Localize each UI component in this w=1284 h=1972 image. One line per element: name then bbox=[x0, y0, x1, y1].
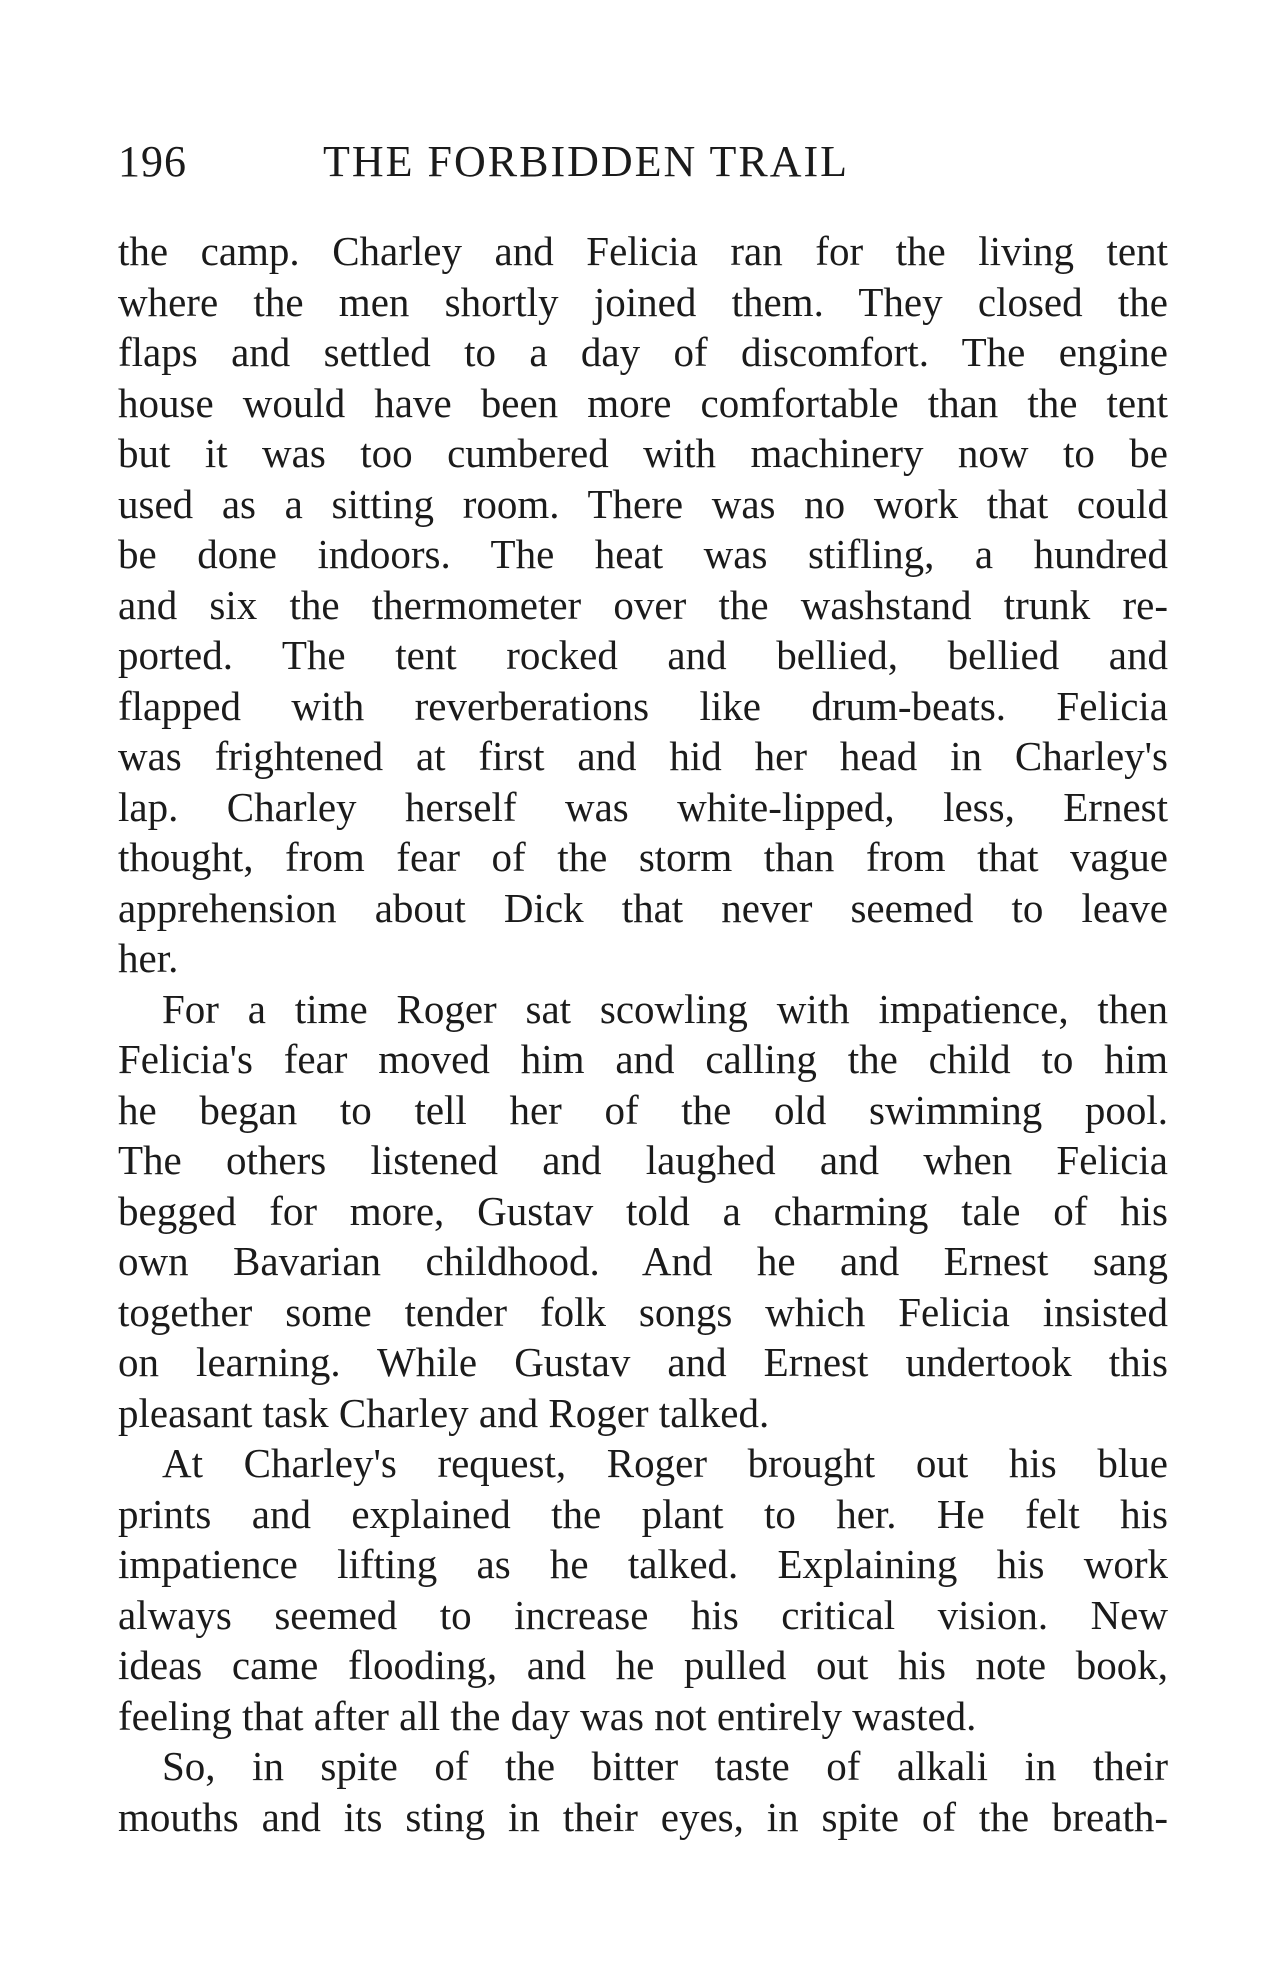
paragraph bbox=[118, 226, 1168, 984]
text-line: ideas came flooding, and he pulled out his note book, bbox=[118, 1642, 1168, 1688]
text-line: Felicia's fear moved him and calling the child to him bbox=[118, 1036, 1168, 1082]
paragraph bbox=[118, 1741, 1168, 1842]
text-line: thought, from fear of the storm than from that vague bbox=[118, 834, 1168, 880]
text-line: her. bbox=[118, 935, 179, 981]
page-number: 196 bbox=[118, 137, 187, 186]
text-line: mouths and its sting in their eyes, in spite of the breath- bbox=[118, 1793, 1168, 1840]
text-line: The others listened and laughed and when Felicia bbox=[118, 1137, 1168, 1183]
text-line: ported. The tent rocked and bellied, bellied and bbox=[118, 632, 1168, 678]
paragraph bbox=[118, 1438, 1168, 1741]
text-line: pleasant task Charley and Roger talked. bbox=[118, 1389, 770, 1436]
text-line: house would have been more comfortable than the tent bbox=[118, 379, 1168, 426]
text-line: flaps and settled to a day of discomfort. The engine bbox=[118, 329, 1168, 375]
text-line: the camp. Charley and Felicia ran for the living tent bbox=[118, 228, 1168, 274]
text-line: but it was too cumbered with machinery now to be bbox=[118, 430, 1168, 476]
text-line: So, in spite of the bitter taste of alkali in their bbox=[162, 1743, 1168, 1789]
text-line: flapped with reverberations like drum-beats. Felicia bbox=[118, 682, 1168, 729]
page-header bbox=[118, 132, 1178, 192]
text-line: on learning. While Gustav and Ernest undertook this bbox=[118, 1339, 1168, 1385]
text-line: At Charley's request, Roger brought out his blue bbox=[162, 1440, 1168, 1486]
text-line: always seemed to increase his critical vision. New bbox=[118, 1591, 1168, 1638]
text-line: and six the thermometer over the washstand trunk re- bbox=[118, 581, 1168, 628]
text-line: was frightened at first and hid her head in Charley's bbox=[118, 733, 1168, 779]
body-text bbox=[118, 226, 1168, 1842]
running-head: THE FORBIDDEN TRAIL bbox=[323, 137, 850, 186]
text-line: lap. Charley herself was white-lipped, less, Ernest bbox=[118, 783, 1168, 830]
text-line: be done indoors. The heat was stifling, a hundred bbox=[118, 531, 1168, 577]
text-line: used as a sitting room. There was no work that could bbox=[118, 480, 1168, 527]
text-line: own Bavarian childhood. And he and Ernest sang bbox=[118, 1238, 1168, 1284]
text-line: he began to tell her of the old swimming pool. bbox=[118, 1086, 1168, 1133]
text-line: together some tender folk songs which Felicia insisted bbox=[118, 1288, 1168, 1335]
paragraph bbox=[118, 984, 1168, 1439]
text-line: prints and explained the plant to her. He felt his bbox=[118, 1490, 1168, 1537]
text-line: where the men shortly joined them. They closed the bbox=[118, 278, 1168, 325]
text-line: apprehension about Dick that never seemed to leave bbox=[118, 884, 1168, 931]
text-line: begged for more, Gustav told a charming tale of his bbox=[118, 1187, 1168, 1234]
text-line: For a time Roger sat scowling with impatience, then bbox=[162, 985, 1168, 1032]
text-line: feeling that after all the day was not entirely wasted. bbox=[118, 1692, 977, 1739]
text-line: impatience lifting as he talked. Explaining his work bbox=[118, 1541, 1168, 1587]
